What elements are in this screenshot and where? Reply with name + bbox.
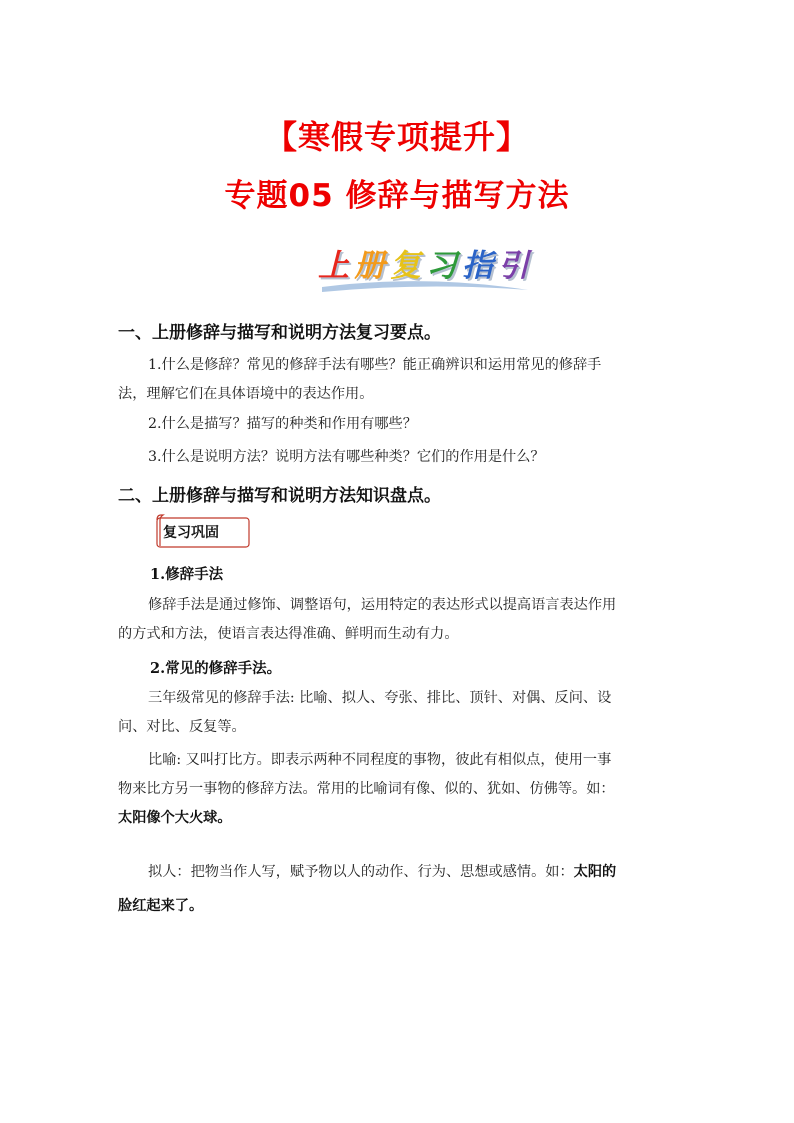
question-1: 1.什么是修辞？常见的修辞手法有哪些？能正确辨识和运用常见的修辞手 法，理解它们在具体语境中的表达作用。 <box>118 357 602 402</box>
metaphor-example: 太阳像个大火球。 <box>118 810 232 826</box>
question-3: 3.什么是说明方法？说明方法有哪些种类？它们的作用是什么？ <box>148 449 545 465</box>
guide-char-3: 复 <box>390 248 421 284</box>
page-title-line1: 【寒假专项提升】 <box>264 118 529 156</box>
guide-char-6: 引 <box>498 248 529 284</box>
personification-example-b: 脸红起来了。 <box>118 898 204 914</box>
question-2: 2.什么是描写？描写的种类和作用有哪些？ <box>148 416 417 432</box>
personification-paragraph: 拟人：把物当作人写，赋予物以人的动作、行为、思想或感情。如：太阳的 脸红起来了。 <box>118 864 617 914</box>
guide-char-4: 习 <box>426 248 457 284</box>
subheading-1: 1.修辞手法 <box>150 566 224 583</box>
page-title-line2: 专题05 修辞与描写方法 <box>224 178 570 214</box>
review-badge-label: 复习巩固 <box>163 525 219 541</box>
rhetoric-definition: 修辞手法是通过修饰、调整语句，运用特定的表达形式以提高语言表达作用 的方式和方法，使语言表达得准确、鲜明而生动有力。 <box>118 597 617 642</box>
guide-char-2: 册 <box>354 248 385 284</box>
review-badge <box>153 514 251 548</box>
guide-banner <box>318 238 538 304</box>
subheading-2: 2.常见的修辞手法。 <box>150 660 282 677</box>
guide-char-1: 上 <box>318 248 349 284</box>
common-rhetoric-list: 三年级常见的修辞手法: 比喻、拟人、夸张、排比、顶针、对偶、反问、设 问、对比、反复等。 <box>118 690 612 735</box>
guide-char-5: 指 <box>462 248 493 284</box>
metaphor-paragraph: 比喻: 又叫打比方。即表示两种不同程度的事物，彼此有相似点，使用一事 物来比方另一事物的修辞方法。常用的比喻词有像、似的、犹如、仿佛等。如： 太阳像个大火球。 <box>118 752 615 826</box>
personification-example-a: 太阳的 <box>573 864 617 880</box>
section2-heading: 二、上册修辞与描写和说明方法知识盘点。 <box>118 486 441 506</box>
section1-heading: 一、上册修辞与描写和说明方法复习要点。 <box>118 323 441 343</box>
